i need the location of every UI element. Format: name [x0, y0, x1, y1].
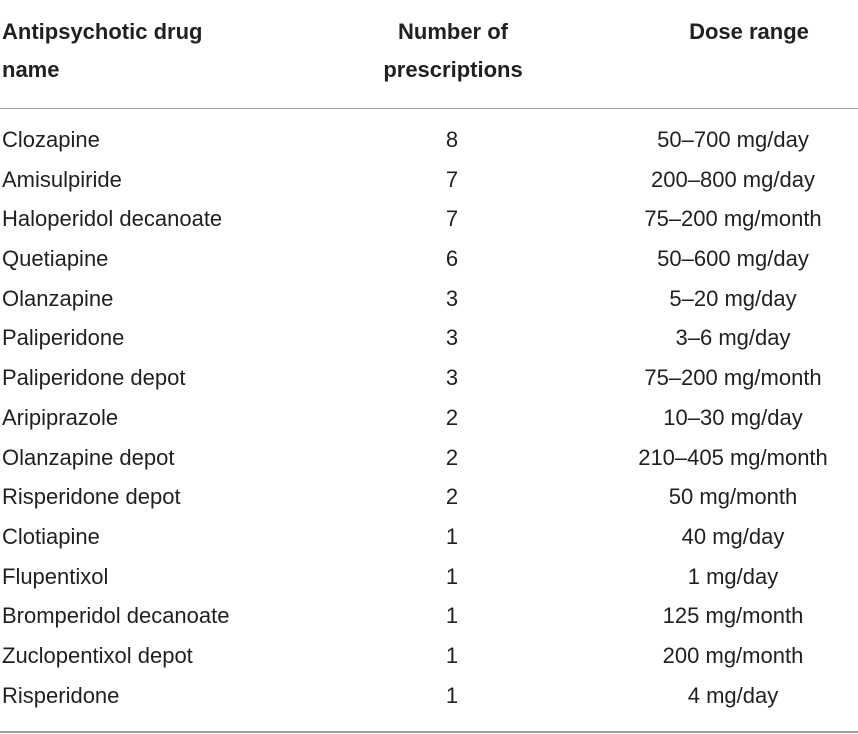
- table-row: [0, 201, 858, 241]
- cell-number-of-prescriptions: 1: [445, 642, 459, 668]
- cell-drug-name: Clotiapine: [2, 523, 100, 549]
- cell-dose-range: 1 mg/day: [687, 563, 779, 589]
- cell-dose-range: 210–405 mg/month: [638, 444, 828, 470]
- cell-drug-name: Quetiapine: [2, 246, 109, 272]
- cell-number-of-prescriptions: 1: [445, 563, 459, 589]
- cell-dose-range: 50 mg/month: [668, 484, 798, 510]
- cell-dose-range: 10–30 mg/day: [663, 404, 803, 430]
- table-row: [0, 320, 858, 360]
- table-row: [0, 241, 858, 281]
- cell-drug-name: Zuclopentixol depot: [2, 642, 193, 668]
- cell-drug-name: Paliperidone: [2, 325, 125, 351]
- table-row: [0, 479, 858, 519]
- cell-number-of-prescriptions: 3: [445, 325, 459, 351]
- header-number-line2: prescriptions: [383, 57, 523, 82]
- cell-drug-name: Risperidone depot: [2, 484, 181, 510]
- cell-drug-name: Aripiprazole: [2, 404, 119, 430]
- cell-number-of-prescriptions: 1: [445, 682, 459, 708]
- cell-dose-range: 50–700 mg/day: [657, 127, 809, 152]
- cell-dose-range: 3–6 mg/day: [675, 325, 791, 351]
- cell-drug-name: Bromperidol decanoate: [2, 603, 230, 629]
- cell-drug-name: Flupentixol: [2, 563, 109, 589]
- table-row: [0, 519, 858, 559]
- cell-number-of-prescriptions: 1: [445, 523, 459, 549]
- cell-number-of-prescriptions: 3: [445, 285, 459, 311]
- header-number-line1: Number of: [398, 19, 508, 44]
- table-row: [0, 122, 858, 162]
- header-drug-name: [2, 13, 302, 89]
- header-drug-name-line2: name: [2, 57, 60, 82]
- cell-dose-range: 5–20 mg/day: [669, 285, 797, 311]
- table-row: [0, 162, 858, 202]
- cell-number-of-prescriptions: 2: [445, 484, 459, 510]
- cell-number-of-prescriptions: 2: [445, 404, 459, 430]
- cell-dose-range: 200 mg/month: [662, 642, 804, 668]
- cell-drug-name: Amisulpiride: [2, 166, 122, 192]
- table-header: [0, 0, 858, 108]
- cell-dose-range: 75–200 mg/month: [644, 206, 822, 232]
- cell-dose-range: 4 mg/day: [687, 682, 779, 708]
- cell-dose-range: 125 mg/month: [662, 603, 804, 629]
- cell-dose-range: 75–200 mg/month: [644, 365, 822, 391]
- table-row: [0, 678, 858, 718]
- table-row: [0, 559, 858, 599]
- cell-number-of-prescriptions: 2: [445, 444, 459, 470]
- table-bottom-rule: [0, 731, 858, 733]
- cell-drug-name: Olanzapine depot: [2, 444, 175, 470]
- table-row: [0, 598, 858, 638]
- cell-drug-name: Clozapine: [2, 127, 100, 152]
- cell-drug-name: Olanzapine: [2, 285, 114, 311]
- cell-drug-name: Haloperidol decanoate: [2, 206, 223, 232]
- header-divider: [0, 108, 858, 109]
- cell-number-of-prescriptions: 7: [445, 206, 459, 232]
- header-dose-range: Dose range: [689, 19, 809, 44]
- header-number-of-prescriptions: [360, 13, 546, 89]
- cell-dose-range: 40 mg/day: [681, 523, 785, 549]
- table-body: [0, 122, 858, 717]
- cell-number-of-prescriptions: 1: [445, 603, 459, 629]
- cell-dose-range: 200–800 mg/day: [651, 166, 815, 192]
- cell-number-of-prescriptions: 6: [445, 246, 459, 272]
- cell-number-of-prescriptions: 3: [445, 365, 459, 391]
- cell-drug-name: Paliperidone depot: [2, 365, 186, 391]
- cell-drug-name: Risperidone: [2, 682, 120, 708]
- cell-number-of-prescriptions: 7: [445, 166, 459, 192]
- header-drug-name-line1: Antipsychotic drug: [2, 19, 203, 44]
- cell-dose-range: 50–600 mg/day: [657, 246, 809, 272]
- table-row: [0, 360, 858, 400]
- table-row: [0, 400, 858, 440]
- cell-number-of-prescriptions: 8: [445, 127, 459, 152]
- table-row: [0, 638, 858, 678]
- table-row: [0, 281, 858, 321]
- table-row: [0, 440, 858, 480]
